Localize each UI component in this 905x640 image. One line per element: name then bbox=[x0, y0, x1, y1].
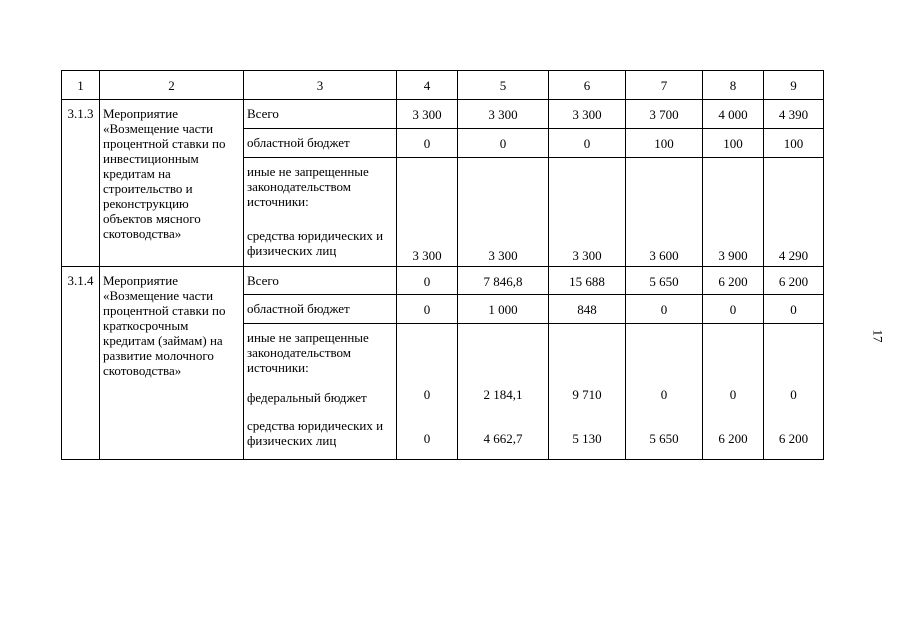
value-cell: 0 bbox=[423, 431, 431, 446]
value-cell: 0 bbox=[549, 129, 626, 158]
header-cell: 6 bbox=[549, 71, 626, 100]
value-cell: 2 184,1 bbox=[483, 387, 523, 402]
value-cell-group bbox=[397, 324, 458, 460]
value-cell: 3 300 bbox=[397, 158, 458, 267]
header-cell: 7 bbox=[626, 71, 703, 100]
value-cell: 6 200 bbox=[718, 431, 748, 446]
value-cell-group bbox=[626, 324, 703, 460]
table-row bbox=[62, 100, 824, 129]
value-cell: 4 290 bbox=[764, 158, 824, 267]
value-cell: 4 662,7 bbox=[483, 431, 523, 446]
header-row bbox=[62, 71, 824, 100]
page-number: 17 bbox=[870, 329, 886, 343]
value-cell: 3 900 bbox=[703, 158, 764, 267]
value-cell: 0 bbox=[660, 387, 668, 402]
header-cell: 3 bbox=[244, 71, 397, 100]
value-cell: 0 bbox=[626, 295, 703, 324]
other-sources-label: иные не запрещенные законодательством источники: bbox=[247, 330, 369, 375]
item-name: Мероприятие «Возмещение части процентной ставки по инвестиционным кредитам на строительство и реконструкцию объектов мясного скотоводства» bbox=[100, 100, 244, 267]
value-cell: 6 200 bbox=[764, 267, 824, 295]
value-cell: 3 600 bbox=[626, 158, 703, 267]
value-cell: 1 000 bbox=[458, 295, 549, 324]
source-label: областной бюджет bbox=[244, 129, 397, 158]
value-cell: 3 300 bbox=[549, 100, 626, 129]
value-cell: 0 bbox=[397, 295, 458, 324]
value-cell-group bbox=[549, 324, 626, 460]
item-code: 3.1.3 bbox=[62, 100, 100, 267]
source-label-multi bbox=[244, 324, 397, 460]
header-cell: 4 bbox=[397, 71, 458, 100]
value-cell: 0 bbox=[458, 129, 549, 158]
table-row bbox=[62, 267, 824, 295]
value-cell: 9 710 bbox=[572, 387, 602, 402]
value-cell: 0 bbox=[423, 387, 431, 402]
value-cell: 3 300 bbox=[458, 158, 549, 267]
value-cell: 100 bbox=[764, 129, 824, 158]
value-cell: 15 688 bbox=[549, 267, 626, 295]
value-cell: 3 300 bbox=[549, 158, 626, 267]
value-cell: 3 300 bbox=[458, 100, 549, 129]
value-cell: 0 bbox=[764, 295, 824, 324]
value-cell: 5 650 bbox=[626, 267, 703, 295]
value-cell: 3 700 bbox=[626, 100, 703, 129]
value-cell: 4 390 bbox=[764, 100, 824, 129]
header-cell: 9 bbox=[764, 71, 824, 100]
header-cell: 2 bbox=[100, 71, 244, 100]
source-label: областной бюджет bbox=[244, 295, 397, 324]
value-cell-group bbox=[764, 324, 824, 460]
value-cell: 7 846,8 bbox=[458, 267, 549, 295]
header-cell: 5 bbox=[458, 71, 549, 100]
source-label: Всего bbox=[244, 100, 397, 129]
header-cell: 1 bbox=[62, 71, 100, 100]
source-label: Всего bbox=[244, 267, 397, 295]
value-cell: 0 bbox=[703, 295, 764, 324]
value-cell: 100 bbox=[703, 129, 764, 158]
value-cell: 848 bbox=[549, 295, 626, 324]
source-label: федеральный бюджет bbox=[247, 390, 367, 405]
value-cell: 0 bbox=[729, 387, 737, 402]
source-label-multi bbox=[244, 158, 397, 267]
budget-table bbox=[61, 70, 824, 460]
item-name: Мероприятие «Возмещение части процентной ставки по краткосрочным кредитам (займам) на развитие молочного скотоводства» bbox=[100, 267, 244, 460]
value-cell: 0 bbox=[397, 267, 458, 295]
value-cell: 6 200 bbox=[703, 267, 764, 295]
other-sources-label: иные не запрещенные законодательством источники: bbox=[247, 164, 369, 209]
value-cell: 3 300 bbox=[397, 100, 458, 129]
value-cell: 5 130 bbox=[572, 431, 602, 446]
item-code: 3.1.4 bbox=[62, 267, 100, 460]
value-cell-group bbox=[458, 324, 549, 460]
value-cell: 4 000 bbox=[703, 100, 764, 129]
value-cell: 5 650 bbox=[649, 431, 679, 446]
value-cell-group bbox=[703, 324, 764, 460]
value-cell: 0 bbox=[790, 387, 797, 402]
header-cell: 8 bbox=[703, 71, 764, 100]
source-label: средства юридических и физических лиц bbox=[247, 228, 384, 258]
value-cell: 6 200 bbox=[778, 431, 809, 446]
value-cell: 0 bbox=[397, 129, 458, 158]
source-label: средства юридических и физических лиц bbox=[247, 418, 384, 448]
value-cell: 100 bbox=[626, 129, 703, 158]
